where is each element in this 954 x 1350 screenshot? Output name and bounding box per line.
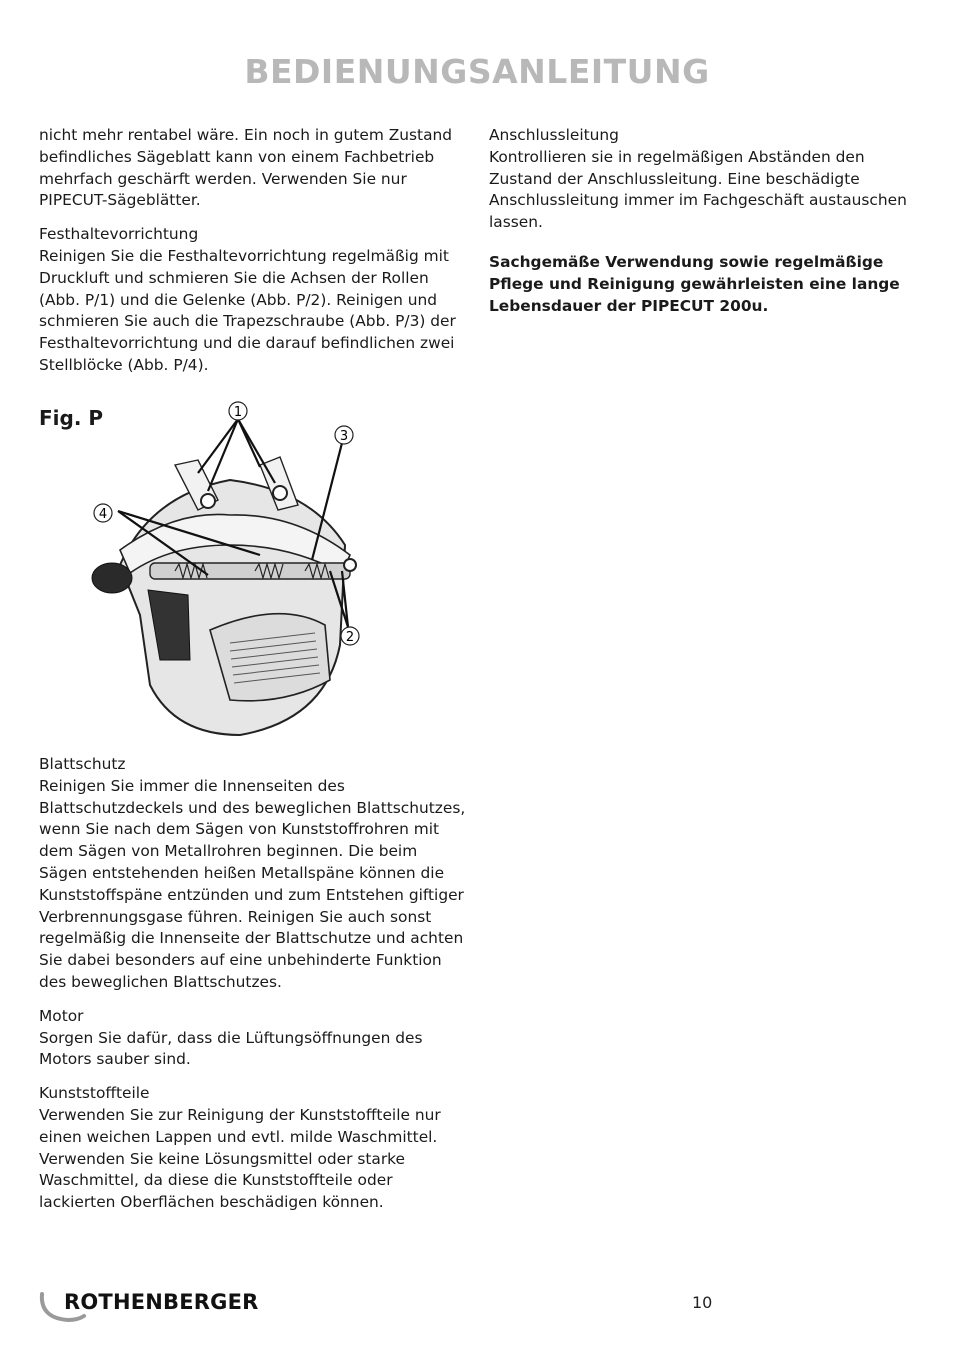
- page-number: 10: [692, 1293, 713, 1312]
- pipe-cutter-illustration: [80, 395, 380, 745]
- callout-3-label: 3: [339, 429, 349, 444]
- callout-3: [335, 426, 353, 444]
- motor-heading: Motor: [39, 1006, 84, 1025]
- callout-2-label: 2: [345, 630, 355, 645]
- blattschutz-section: [39, 754, 469, 994]
- callout-1-label: 1: [233, 405, 243, 420]
- kunststoff-text: Verwenden Sie zur Reinigung der Kunststoffteile nur einen weichen Lappen und evtl. milde Waschmittel. Verwenden Sie keine Lösungsmittel oder starke Waschmittel, da diese die Kunststoffteile oder lackierten Oberflächen beschädigen können.: [39, 1105, 441, 1212]
- intro-text: nicht mehr rentabel wäre. Ein noch in gutem Zustand befindliches Sägeblatt kann von einem Fachbetrieb mehrfach geschärft werden. Verwenden Sie nur PIPECUT-Sägeblätter.: [39, 126, 453, 210]
- adjustment-knob: [92, 563, 132, 593]
- figure-label: Fig. P: [39, 406, 104, 430]
- festhalte-text: Reinigen Sie die Festhaltevorrichtung regelmäßig mit Druckluft und schmieren Sie die Achsen der Rollen (Abb. P/1) und die Gelenke (Abb. P/2). Reinigen und schmieren Sie auch die Trapezschraube (Abb. P/3) der Festhaltevorrichtung und die darauf befindlichen zwei Stellblöcke (Abb. P/4).: [39, 246, 456, 374]
- right-column: [489, 125, 919, 317]
- festhalte-section: [39, 224, 469, 377]
- motor-text: Sorgen Sie dafür, dass die Lüftungsöffnungen des Motors sauber sind.: [39, 1028, 423, 1069]
- callout-1: [229, 402, 247, 420]
- callout-4-label: 4: [98, 507, 108, 522]
- maintenance-note: Sachgemäße Verwendung sowie regelmäßige Pflege und Reinigung gewährleisten eine lange Lebensdauer der PIPECUT 200u.: [489, 252, 900, 315]
- joint-pivot: [344, 559, 356, 571]
- blattschutz-text: Reinigen Sie immer die Innenseiten des Blattschutzdeckels und des beweglichen Blattschutzes, wenn Sie nach dem Sägen von Kunststoffrohren mit dem Sägen von Metallrohren beginnen. Die beim Sägen entstehenden heißen Metallspäne können die Kunststoffspäne entzünden und zum Entstehen giftiger Verbrennungsgase führen. Reinigen Sie auch sonst regelmäßig die Innenseite der Blattschutze und achten Sie dabei besonders auf eine unbehinderte Funktion des beweglichen Blattschutzes.: [39, 776, 466, 991]
- callout-4: [94, 504, 112, 522]
- blattschutz-heading: Blattschutz: [39, 755, 126, 773]
- left-column-upper: [39, 125, 469, 389]
- page-title: BEDIENUNGSANLEITUNG: [244, 52, 710, 91]
- anschluss-text: Kontrollieren sie in regelmäßigen Abständen den Zustand der Anschlussleitung. Eine beschädigte Anschlussleitung immer im Fachgeschäft austauschen lassen.: [489, 147, 907, 232]
- left-column-lower: [39, 754, 469, 1226]
- left-roller: [201, 494, 215, 508]
- anschluss-section: [489, 125, 919, 234]
- anschluss-heading: Anschlussleitung: [489, 126, 619, 144]
- intro-paragraph: [39, 125, 469, 212]
- kunststoff-heading: Kunststoffteile: [39, 1084, 150, 1103]
- callout-2: [341, 627, 359, 645]
- festhalte-heading: Festhaltevorrichtung: [39, 225, 199, 244]
- brand-logo: ROTHENBERGER: [64, 1290, 259, 1314]
- right-roller: [273, 486, 287, 500]
- motor-section: [39, 1006, 469, 1071]
- kunststoff-section: [39, 1083, 469, 1214]
